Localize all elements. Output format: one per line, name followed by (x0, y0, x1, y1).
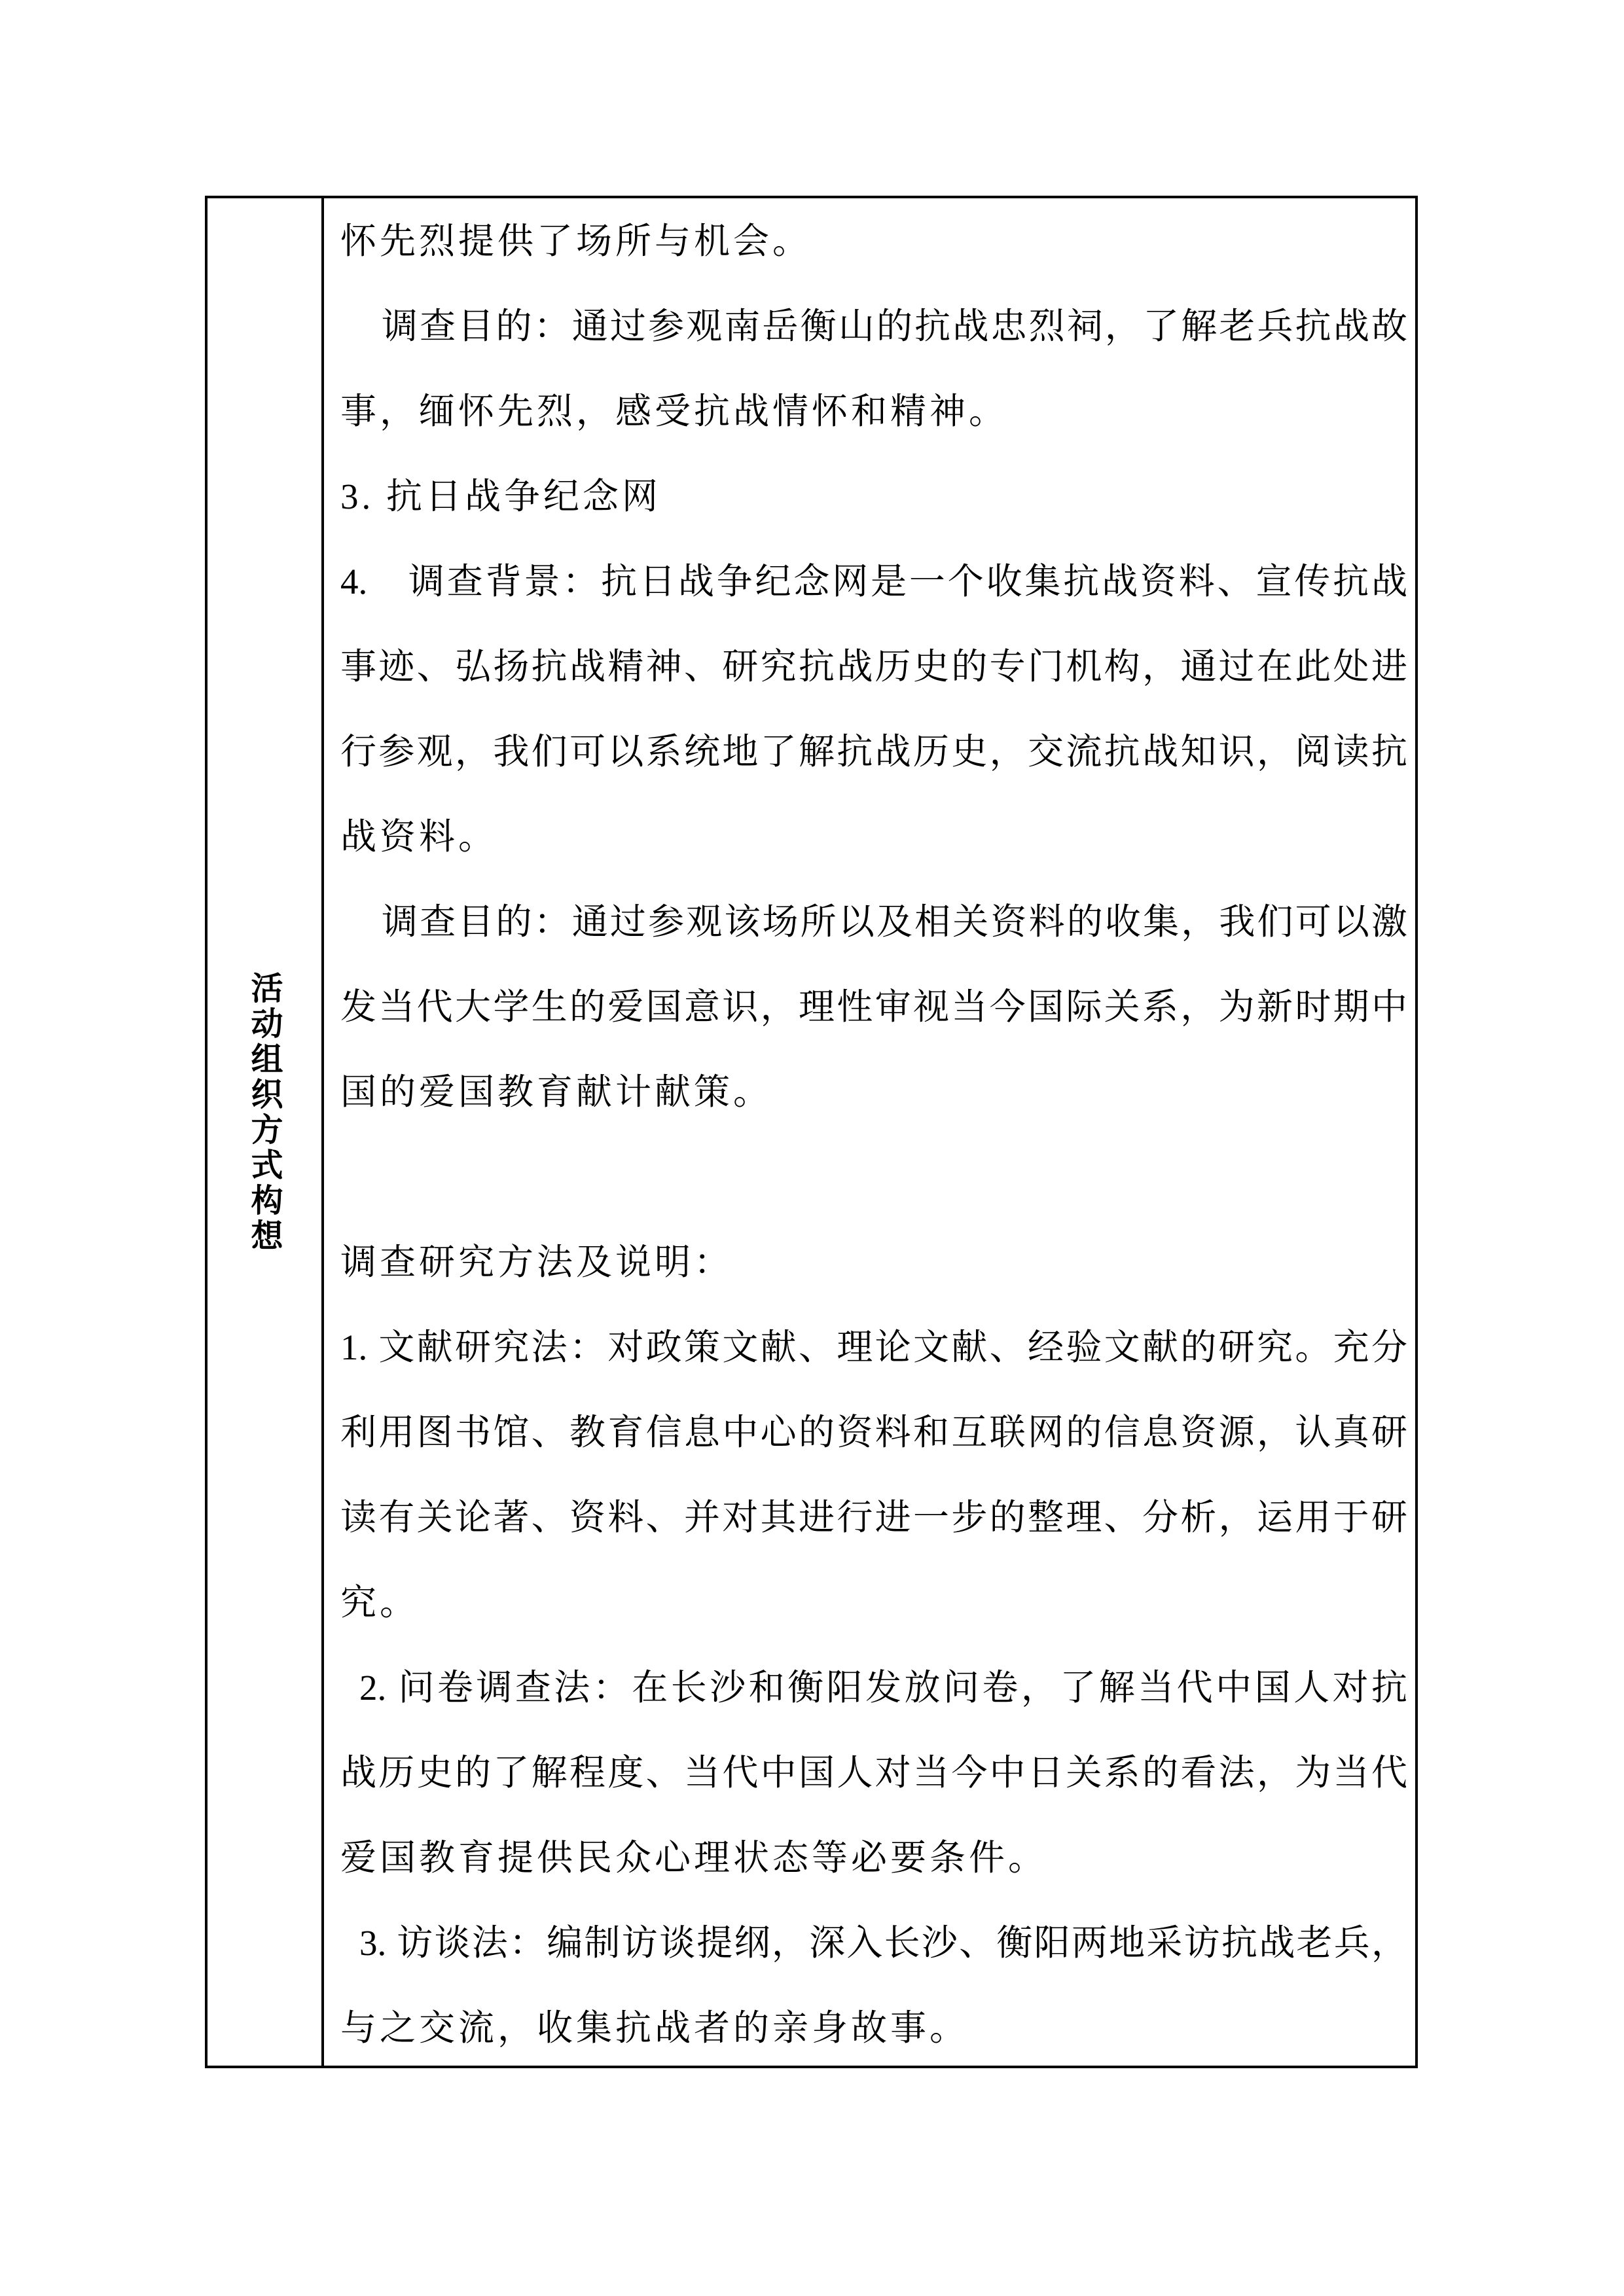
text-line: 战历史的了解程度、当代中国人对当今中日关系的看法，为当代 (340, 1753, 1407, 1793)
text-line: 3. 访谈法：编制访谈提纲，深入长沙、衡阳两地采访抗战老兵， (359, 1923, 1407, 1963)
text-line: 读有关论著、资料、并对其进行进一步的整理、分析，运用于研 (340, 1498, 1407, 1537)
row-label-cell (208, 198, 324, 2066)
text-line: 调查研究方法及说明： (340, 1242, 734, 1282)
content-cell (324, 198, 1415, 2066)
text-line: 2. 问卷调查法：在长沙和衡阳发放问卷，了解当代中国人对抗 (359, 1668, 1407, 1708)
text-line: 爱国教育提供民众心理状态等必要条件。 (340, 1838, 1048, 1878)
text-line: 事迹、弘扬抗战精神、研究抗战历史的专门机构，通过在此处进 (340, 647, 1407, 687)
text-line: 事，缅怀先烈，感受抗战情怀和精神。 (340, 391, 1009, 431)
text-line: 与之交流，收集抗战者的亲身故事。 (340, 2008, 969, 2048)
text-line: 行参观，我们可以系统地了解抗战历史，交流抗战知识，阅读抗 (340, 732, 1407, 772)
form-table (205, 196, 1418, 2068)
text-line: 1. 文献研究法：对政策文献、理论文献、经验文献的研究。充分 (340, 1327, 1407, 1367)
text-line: 调查目的：通过参观南岳衡山的抗战忠烈祠，了解老兵抗战故 (382, 306, 1407, 346)
blank-line (340, 1135, 1407, 1220)
text-line: 国的爱国教育献计献策。 (340, 1072, 773, 1112)
text-line: 调查目的：通过参观该场所以及相关资料的收集，我们可以激 (382, 902, 1407, 942)
text-line: 究。 (340, 1583, 420, 1623)
text-line: 怀先烈提供了场所与机会。 (340, 221, 812, 261)
text-line: 利用图书馆、教育信息中心的资料和互联网的信息资源，认真研 (340, 1412, 1407, 1452)
text-line: 4. 调查背景：抗日战争纪念网是一个收集抗战资料、宣传抗战 (340, 562, 1407, 601)
text-line: 战资料。 (340, 817, 498, 857)
row-label-vertical-text: 活动组织方式构想 (247, 971, 283, 1254)
text-line: 发当代大学生的爱国意识，理性审视当今国际关系，为新时期中 (340, 987, 1407, 1027)
text-line: 3. 抗日战争纪念网 (340, 476, 662, 516)
